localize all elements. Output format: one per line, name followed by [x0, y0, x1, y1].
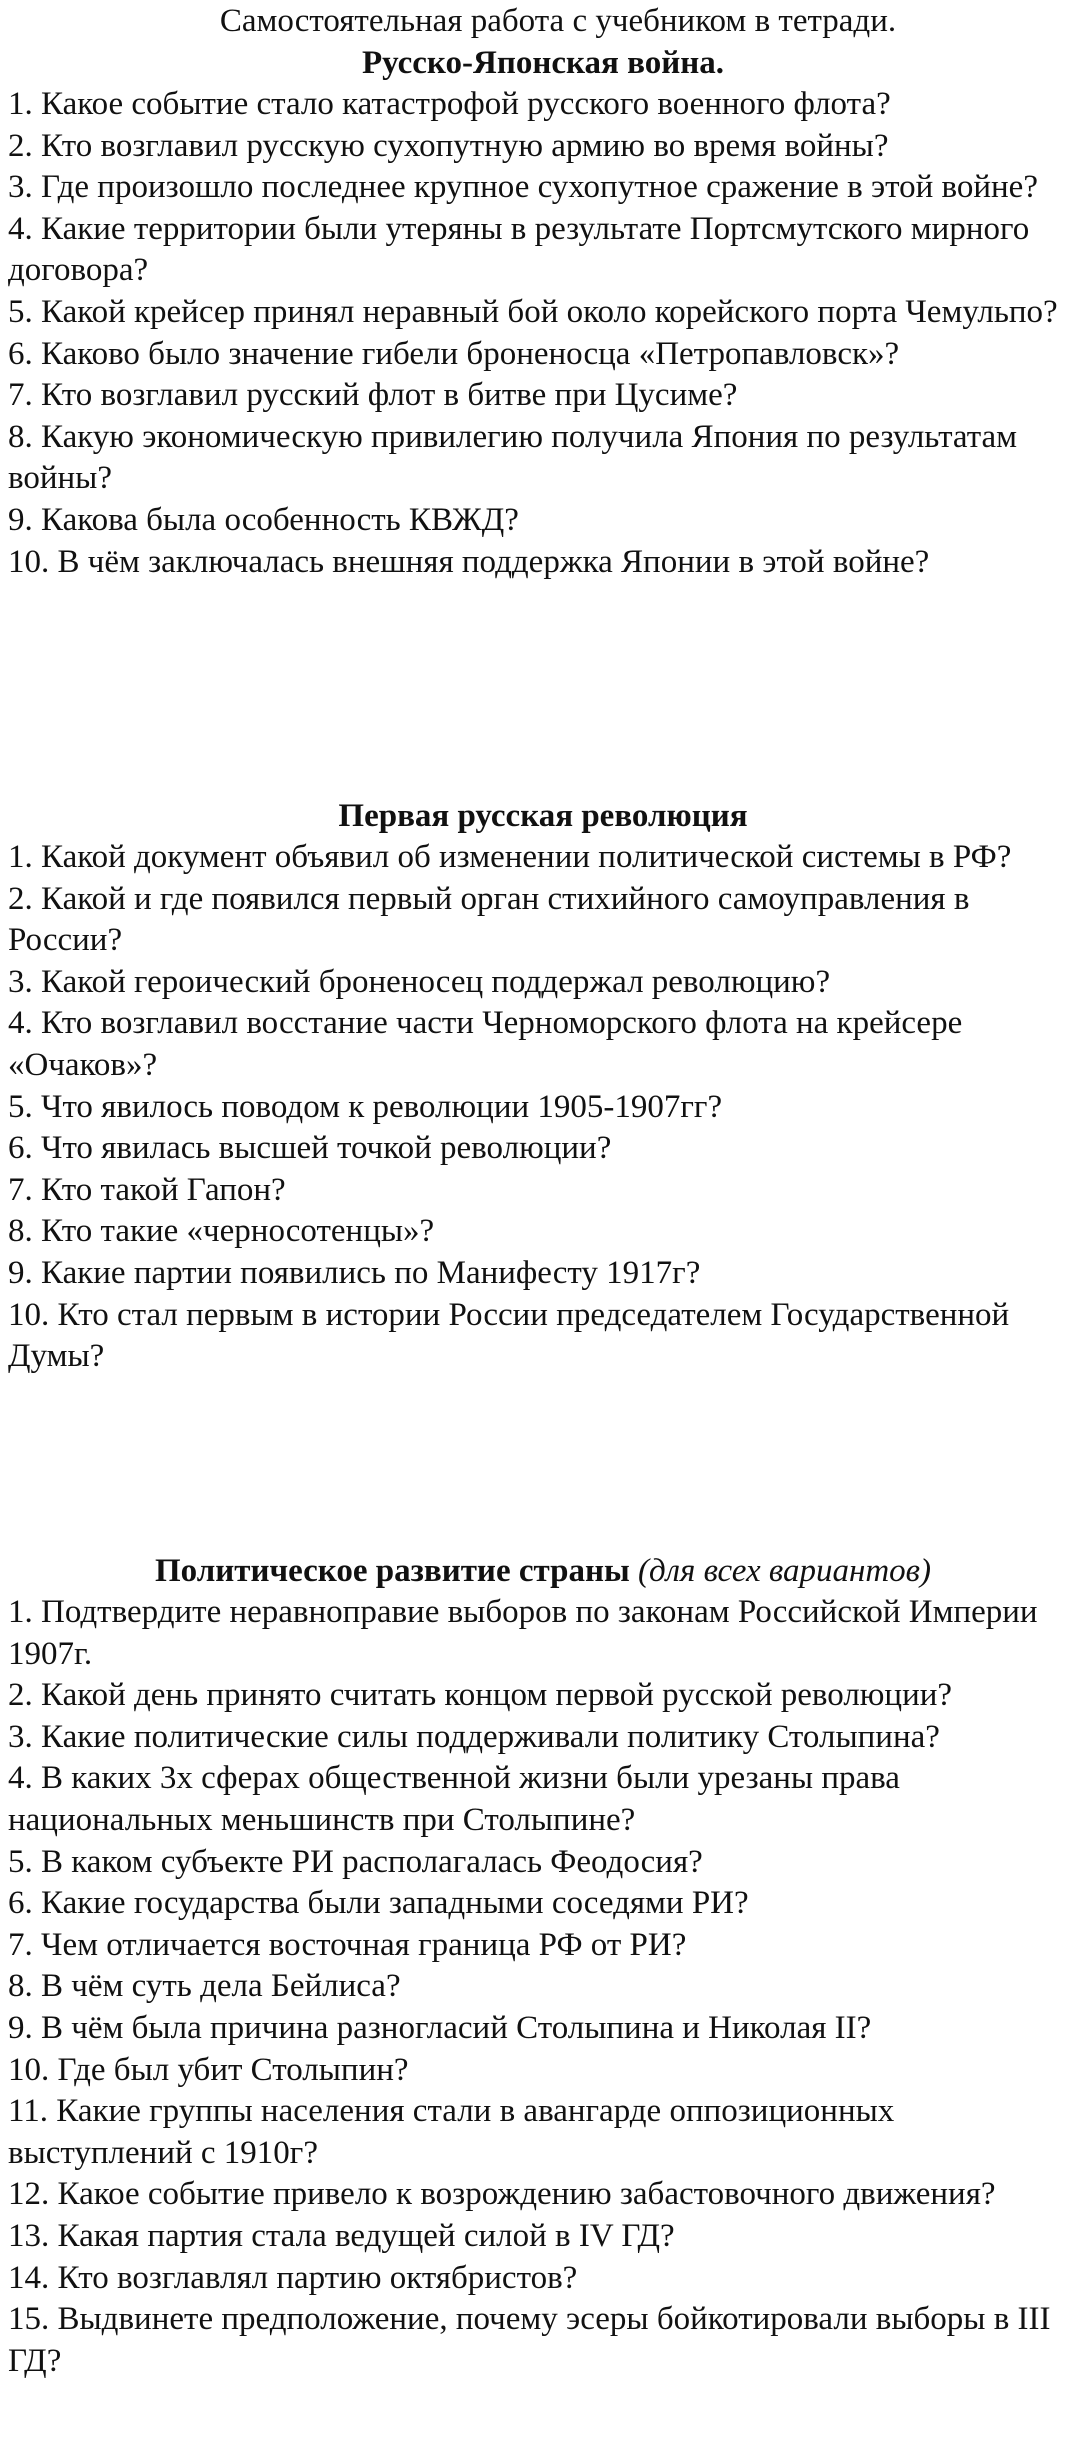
question-item: 4. Какие территории были утеряны в результате Портсмутского мирного договора? — [8, 210, 1030, 289]
question-item: 7. Чем отличается восточная граница РФ от РИ? — [8, 1926, 687, 1963]
question-item: 9. Какова была особенность КВЖД? — [8, 501, 519, 538]
question-item: 10. В чём заключалась внешняя поддержка Японии в этой войне? — [8, 543, 930, 580]
section-title-text: Русско-Японская война. — [361, 45, 724, 81]
question-item: 5. В каком субъекте РИ располагалась Феодосия? — [8, 1843, 703, 1880]
question-item: 2. Кто возглавил русскую сухопутную армию во время войны? — [8, 127, 889, 164]
question-item: 4. Кто возглавил восстание части Черноморского флота на крейсере «Очаков»? — [8, 1005, 963, 1083]
question-item: 1. Какое событие стало катастрофой русского военного флота? — [8, 86, 891, 122]
question-item: 3. Где произошло последнее крупное сухопутное сражение в этой войне? — [8, 169, 1038, 206]
question-item: 12. Какое событие привело к возрождению забастовочного движения? — [8, 2176, 996, 2213]
question-item: 15. Выдвинете предположение, почему эсеры бойкотировали выборы в III ГД? — [8, 2301, 1051, 2379]
section-russo-japanese-war — [8, 0, 1078, 583]
question-item: 9. Какие партии появились по Манифесту 1917г? — [8, 1254, 701, 1291]
question-item: 3. Какой героический броненосец поддержал революцию? — [8, 963, 831, 1000]
question-item: 5. Какой крейсер принял неравный бой около корейского порта Чемульпо? — [8, 293, 1058, 330]
question-item: 9. В чём была причина разногласий Столыпина и Николая II? — [8, 2009, 872, 2046]
question-item: 7. Кто такой Гапон? — [8, 1171, 286, 1208]
question-item: 10. Где был убит Столыпин? — [8, 2051, 409, 2088]
question-item: 1. Подтвердите неравноправие выборов по законам Российской Империи 1907г. — [8, 1594, 1038, 1672]
question-list — [8, 84, 1078, 583]
section-political-development — [8, 1550, 1078, 2382]
question-item: 4. В каких 3х сферах общественной жизни были урезаны права национальных меньшинств при Столыпине? — [8, 1760, 900, 1838]
question-item: 13. Какая партия стала ведущей силой в IV ГД? — [8, 2217, 675, 2254]
section-title — [8, 1550, 1078, 1592]
question-item: 3. Какие политические силы поддерживали политику Столыпина? — [8, 1718, 940, 1755]
section-title-note: (для всех вариантов) — [637, 1553, 931, 1589]
question-list — [8, 1592, 1078, 2382]
section-title — [8, 42, 1078, 84]
question-item: 8. Какую экономическую привилегию получила Япония по результатам войны? — [8, 418, 1018, 497]
question-item: 10. Кто стал первым в истории России председателем Государственной Думы? — [8, 1296, 1010, 1375]
question-item: 6. Каково было значение гибели броненосца «Петропавловск»? — [8, 335, 900, 372]
question-item: 14. Кто возглавлял партию октябристов? — [8, 2259, 578, 2296]
question-item: 7. Кто возглавил русский флот в битве при Цусиме? — [8, 377, 738, 414]
question-item: 2. Какой и где появился первый орган стихийного самоуправления в России? — [8, 880, 970, 959]
question-list — [8, 837, 1078, 1378]
question-item: 5. Что явилось поводом к революции 1905-1907гг? — [8, 1088, 723, 1125]
question-item: 8. В чём суть дела Бейлиса? — [8, 1968, 401, 2005]
question-item: 8. Кто такие «черносотенцы»? — [8, 1213, 435, 1250]
document-intro: Самостоятельная работа с учебником в тетради. — [219, 3, 897, 39]
question-item: 2. Какой день принято считать концом первой русской революции? — [8, 1677, 953, 1714]
section-title-text: Политическое развитие страны — [155, 1553, 630, 1589]
question-item: 11. Какие группы населения стали в авангарде оппозиционных выступлений с 1910г? — [8, 2093, 895, 2171]
question-item: 1. Какой документ объявил об изменении политической системы в РФ? — [8, 839, 1012, 875]
question-item: 6. Какие государства были западными соседями РИ? — [8, 1885, 749, 1922]
section-title-text: Первая русская революция — [338, 798, 748, 834]
section-first-russian-revolution — [8, 795, 1078, 1378]
section-title — [8, 795, 1078, 837]
question-item: 6. Что явилась высшей точкой революции? — [8, 1130, 612, 1167]
